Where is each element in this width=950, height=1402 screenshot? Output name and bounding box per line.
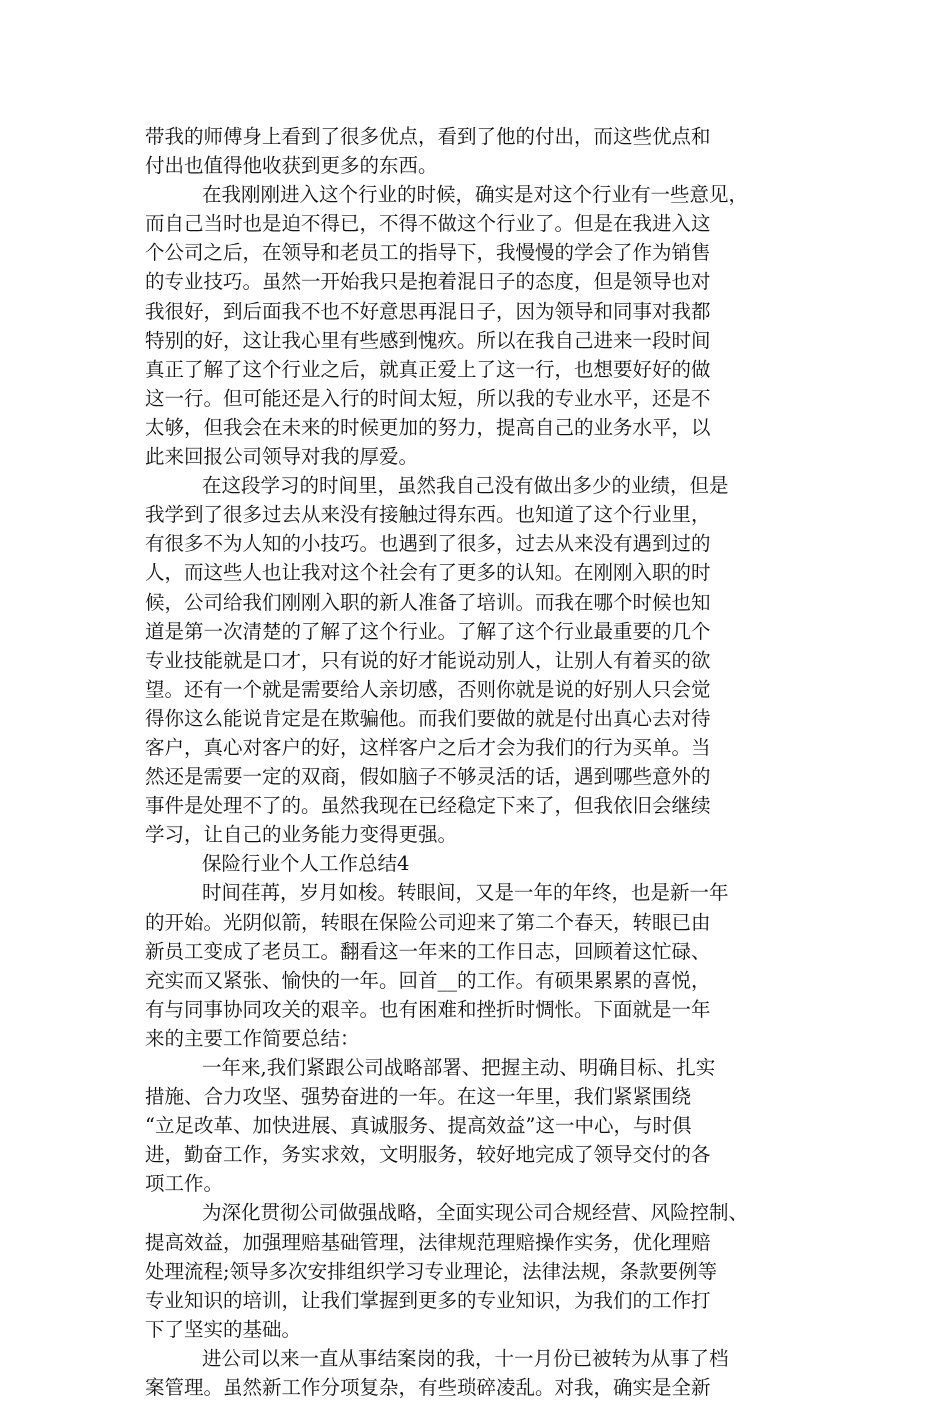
text-line: 我很好，到后面我不也不好意思再混日子，因为领导和同事对我都 [145, 299, 711, 323]
text-line: 为深化贯彻公司做强战略，全面实现公司合规经营、风险控制、 [202, 1201, 749, 1225]
text-line: 我学到了很多过去从来没有接触过得东西。也知道了这个行业里， [145, 503, 711, 527]
text-line: 带我的师傅身上看到了很多优点，看到了他的付出，而这些优点和 [145, 125, 711, 148]
document-body [145, 122, 815, 1402]
text-line: 保险行业个人工作总结4 [202, 852, 410, 876]
text-line: 的专业技巧。虽然一开始我只是抱着混日子的态度，但是领导也对 [145, 270, 711, 294]
text-line: 个公司之后，在领导和老员工的指导下，我慢慢的学会了作为销售 [145, 241, 711, 265]
text-line: 时间荏苒，岁月如梭。转眼间，又是一年的年终，也是新一年 [202, 881, 729, 905]
text-line: 进公司以来一直从事结案岗的我，十一月份已被转为从事了档 [202, 1346, 729, 1370]
text-line: 在这段学习的时间里，虽然我自己没有做出多少的业绩，但是 [202, 474, 729, 498]
text-line: “立足改革、加快进展、真诚服务、提高效益”这一中心，与时俱 [145, 1114, 692, 1138]
text-line: 进，勤奋工作，务实求效，文明服务，较好地完成了领导交付的各 [145, 1143, 711, 1167]
text-line: 真正了解了这个行业之后，就真正爱上了这一行，也想要好好的做 [145, 357, 711, 381]
text-line: 而自己当时也是迫不得已，不得不做这个行业了。但是在我进入这 [145, 212, 711, 236]
text-line: 客户，真心对客户的好，这样客户之后才会为我们的行为买单。当 [145, 735, 711, 759]
text-line: 这一行。但可能还是入行的时间太短，所以我的专业水平，还是不 [145, 386, 711, 410]
text-line: 处理流程;领导多次安排组织学习专业理论，法律法规，条款要例等 [145, 1259, 718, 1283]
text-line: 新员工变成了老员工。翻看这一年来的工作日志，回顾着这忙碌、 [145, 939, 711, 963]
text-line: 专业知识的培训，让我们掌握到更多的专业知识，为我们的工作打 [145, 1288, 711, 1312]
text-line: 候，公司给我们刚刚入职的新人准备了培训。而我在哪个时候也知 [145, 590, 711, 614]
text-line: 措施、合力攻坚、强势奋进的一年。在这一年里，我们紧紧围绕 [145, 1085, 692, 1109]
text-line: 项工作。 [145, 1172, 224, 1196]
text-line: 有与同事协同攻关的艰辛。也有困难和挫折时惆怅。下面就是一年 [145, 997, 711, 1021]
text-line: 在我刚刚进入这个行业的时候，确实是对这个行业有一些意见， [202, 183, 749, 207]
text-line: 道是第一次清楚的了解了这个行业。了解了这个行业最重要的几个 [145, 619, 711, 643]
text-line: 此来回报公司领导对我的厚爱。 [145, 445, 419, 469]
text-line: 有很多不为人知的小技巧。也遇到了很多，过去从来没有遇到过的 [145, 532, 711, 556]
text-line: 望。还有一个就是需要给人亲切感，否则你就是说的好别人只会觉 [145, 677, 711, 701]
text-line: 事件是处理不了的。虽然我现在已经稳定下来了，但我依旧会继续 [145, 794, 711, 818]
text-line: 专业技能就是口才，只有说的好才能说动别人，让别人有着买的欲 [145, 648, 711, 672]
text-line: 充实而又紧张、愉快的一年。回首__的工作。有硕果累累的喜悦， [145, 968, 711, 992]
text-line: 特别的好，这让我心里有些感到愧疚。所以在我自己进来一段时间 [145, 328, 711, 352]
text-line: 然还是需要一定的双商，假如脑子不够灵活的话，遇到哪些意外的 [145, 765, 711, 789]
text-line: 提高效益，加强理赔基础管理，法律规范理赔操作实务，优化理赔 [145, 1230, 711, 1254]
text-line: 人，而这些人也让我对这个社会有了更多的认知。在刚刚入职的时 [145, 561, 711, 585]
text-line: 得你这么能说肯定是在欺骗他。而我们要做的就是付出真心去对待 [145, 706, 711, 730]
text-line: 学习，让自己的业务能力变得更强。 [145, 823, 458, 847]
text-line: 来的主要工作简要总结： [145, 1026, 360, 1050]
text-line: 的开始。光阴似箭，转眼在保险公司迎来了第二个春天，转眼已由 [145, 910, 711, 934]
text-line: 付出也值得他收获到更多的东西。 [145, 154, 438, 178]
text-line: 一年来,我们紧跟公司战略部署、把握主动、明确目标、扎实 [202, 1056, 716, 1079]
text-line: 太够，但我会在未来的时候更加的努力，提高自己的业务水平，以 [145, 415, 711, 439]
text-line: 下了坚实的基础。 [145, 1317, 302, 1341]
text-line: 案管理。虽然新工作分项复杂，有些琐碎凌乱。对我，确实是全新 [145, 1376, 711, 1400]
